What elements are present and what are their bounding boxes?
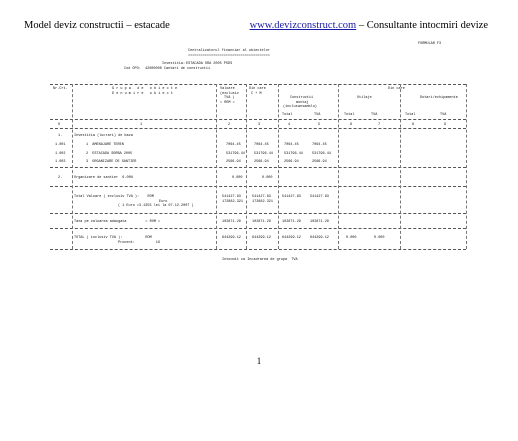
row-value: 7064.45: [284, 143, 299, 147]
col-cm-4: ansamblu): [298, 105, 317, 109]
row-value: 531796.44: [284, 151, 303, 156]
section2-nr: 2.: [58, 176, 63, 180]
section2-v2: 0.000: [262, 176, 273, 180]
tva-v4: 102871.29: [310, 220, 329, 224]
grand-total-v1: 644299.12: [222, 236, 241, 240]
index-cell: 0: [58, 123, 61, 127]
tva-v3: 102871.29: [282, 220, 301, 224]
row-value: 7064.45: [226, 143, 241, 147]
total-e2: 172882.321: [252, 199, 274, 204]
row-value: 531796.44: [312, 151, 331, 156]
index-cell: 8: [412, 123, 415, 127]
total-rule: [50, 213, 466, 214]
col-din-care-2: C + M: [251, 91, 262, 96]
document-title: Model deviz constructii – estacade: [24, 20, 170, 31]
row-value: 7064.45: [312, 143, 327, 147]
row-nr: 1.002: [55, 151, 66, 156]
col-sep: [338, 84, 339, 249]
total-e1: 172882.321: [222, 199, 244, 204]
grand-total-v4: 644299.12: [310, 236, 329, 240]
grand-total-label-2: Procent: 19: [118, 240, 161, 245]
header-bottom-rule: [50, 119, 466, 120]
grand-total-v2: 644299.12: [252, 236, 271, 240]
index-cell: 4: [288, 123, 291, 127]
total-v3: 541427.83: [282, 195, 301, 199]
col-sep: [216, 84, 217, 249]
row-value: 2566.94: [284, 160, 299, 164]
col-sep: [72, 84, 73, 249]
cod-value: 42000000 Cantari de constructii: [145, 67, 211, 71]
section1-label: Investitia (lucrari) de baza: [74, 134, 133, 138]
row-value: 7064.45: [254, 143, 269, 147]
tva-rule: [50, 228, 466, 229]
total-label-3: ( 1 Euro =3.1355 lei la 07.12.2007 ): [118, 204, 194, 208]
col-nr: Nr.Crt.: [53, 87, 68, 91]
col-grupa-2: D e n u m i r e o b i e c t: [112, 91, 173, 96]
row-name: 2 ESTACADA SORBA 2005: [86, 151, 133, 156]
total-label: Total Valoare ( exclusiv TVA ): ROM: [74, 195, 154, 199]
col-valoare-3: TVA ): [224, 96, 235, 100]
col-valoare-2: (exclusiv: [220, 91, 239, 96]
col-total-1: Total: [282, 113, 293, 117]
index-cell: 6: [350, 123, 353, 127]
col-sep: [246, 84, 247, 249]
col-valoare-4: = ROM =: [220, 100, 235, 105]
index-cell: 3: [258, 123, 261, 127]
col-tva-2: TVA: [371, 113, 378, 117]
index-cell: 7: [378, 123, 381, 127]
page-number: 1: [256, 356, 262, 366]
col-din-care: Din care: [249, 87, 266, 91]
central-title: Centralizatorul financiar al obiectelor: [188, 49, 270, 53]
total-v2: 541427.83: [252, 195, 271, 199]
index-rule: [50, 128, 466, 129]
site-tagline: – Consultante intocmiri devize: [356, 20, 488, 31]
col-tva-3: TVA: [440, 113, 447, 117]
col-cm: Constructii: [290, 96, 314, 100]
investitia-value: ESTACADA SRA 2005 PSDS: [186, 62, 233, 66]
row-name: 1 AMENAJARE TEREN: [86, 143, 124, 147]
row-value: 2566.94: [312, 160, 327, 164]
rows-rule: [50, 167, 466, 168]
row-value: 2566.94: [226, 160, 241, 164]
section1-nr: 1.: [58, 134, 63, 138]
index-cell: 9: [444, 123, 447, 127]
tva-v2: 102871.29: [252, 220, 271, 224]
section2-rule: [50, 186, 466, 187]
cod-label: Cod OPO:: [124, 67, 141, 71]
section2-v1: 0.000: [232, 176, 243, 180]
grand-total-rule: [50, 249, 466, 250]
total-v1: 541427.83: [222, 195, 241, 199]
col-total-3: Total: [405, 113, 416, 117]
section2-label: Organizare de santier 6.00%: [74, 176, 133, 180]
index-cell: 1: [140, 123, 143, 127]
investitia-label: Investitia:: [162, 62, 186, 66]
col-cm-2: montaj: [296, 100, 309, 105]
col-din-care-cat: Din care: [388, 87, 405, 91]
grand-total-v3: 644299.12: [282, 236, 301, 240]
total-v4: 541427.83: [310, 195, 329, 199]
grand-total-v5: 0.000: [346, 236, 357, 240]
central-underline: =======================================: [188, 53, 270, 58]
col-grupa: G r u p a d e o b i e c t e: [112, 87, 178, 91]
col-sep: [400, 84, 401, 249]
site-link[interactable]: www.devizconstruct.com: [249, 20, 357, 31]
row-value: 2566.94: [254, 160, 269, 164]
col-sep: [466, 84, 467, 249]
row-nr: 1.003: [55, 160, 66, 164]
col-total-2: Total: [344, 113, 355, 117]
col-utilaje: Utilaje: [357, 96, 372, 100]
index-cell: 5: [318, 123, 321, 127]
tva-v1: 102871.29: [222, 220, 241, 224]
total-label-2: Euro: [159, 199, 168, 204]
col-tva-1: TVA: [314, 113, 321, 117]
row-nr: 1.001: [55, 143, 66, 147]
row-value: 531796.44: [226, 151, 245, 156]
form-code: FORMULAR F3: [418, 42, 442, 46]
col-valoare: Valoare: [220, 87, 235, 91]
col-sep: [278, 84, 279, 249]
row-name: 3 ORGANIZARE DE SANTIER: [86, 160, 137, 164]
row-value: 531796.44: [254, 151, 273, 156]
grand-total-v6: 0.000: [374, 236, 385, 240]
index-cell: 2: [228, 123, 231, 127]
col-cm-3: (inclus: [283, 105, 298, 109]
col-dotari: Dotari/echipamente: [420, 96, 458, 100]
table-top-rule: [50, 84, 466, 85]
footer-note: Intocmit ca Incadrarea de grupa TVA: [222, 258, 298, 262]
grand-total-label: TOTAL ( inclusiv TVA ): ROM: [74, 236, 152, 240]
tva-label: Taxa pe valoarea adaugata = ROM =: [74, 220, 161, 224]
